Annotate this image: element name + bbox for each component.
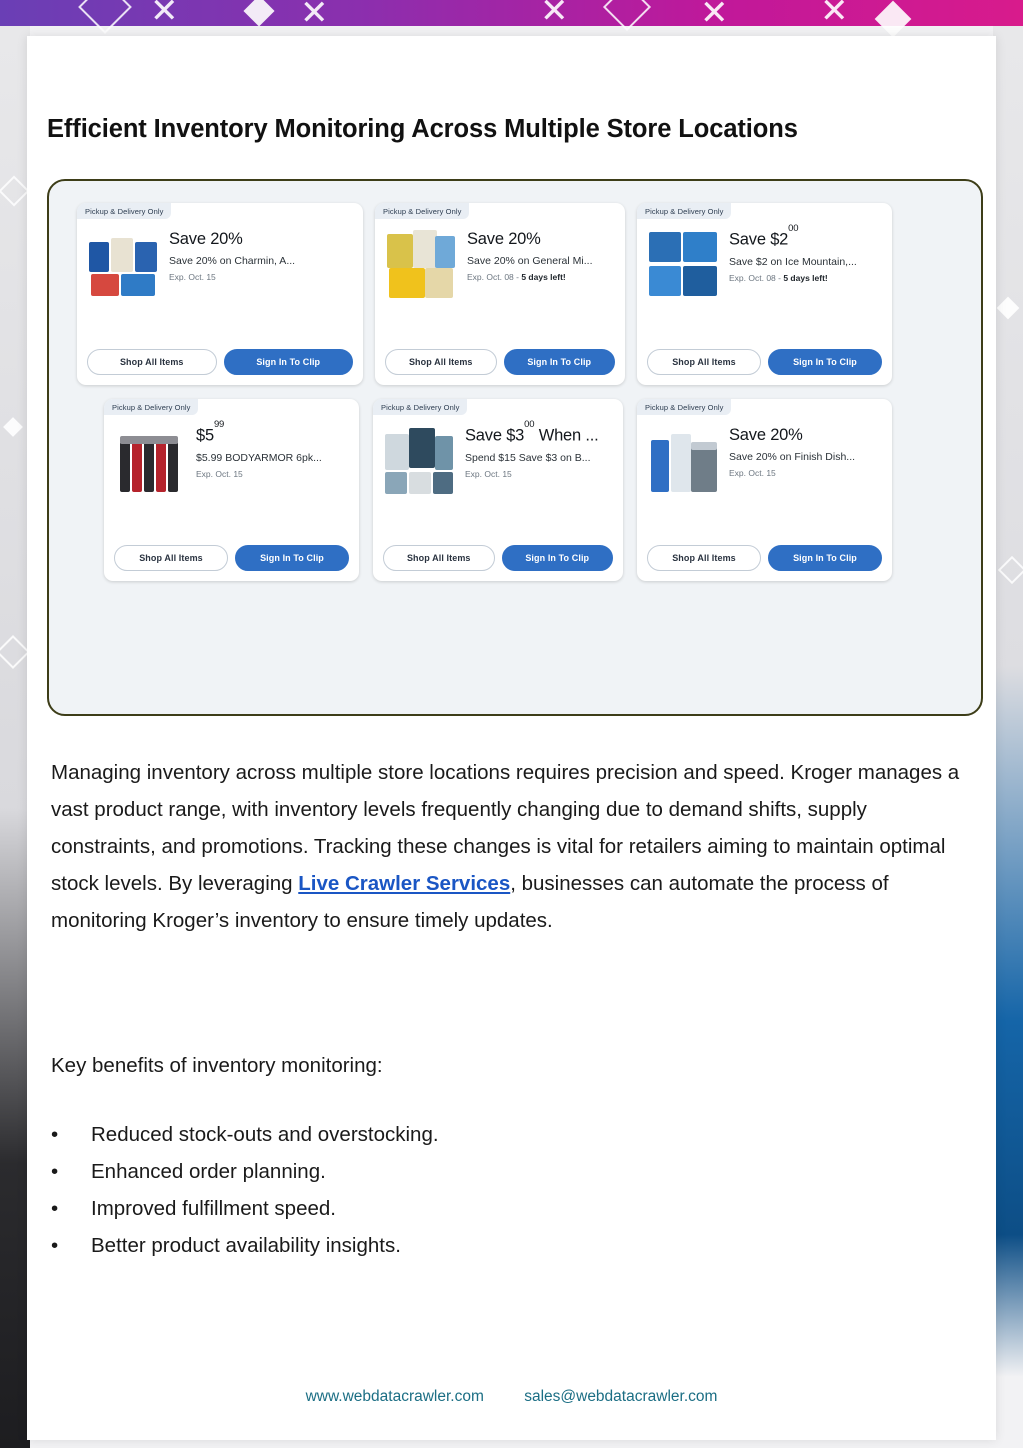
left-edge-strip bbox=[0, 26, 30, 1448]
decorative-x: ✕ bbox=[700, 0, 729, 32]
coupon-body bbox=[385, 228, 615, 300]
footer-email[interactable]: sales@webdatacrawler.com bbox=[524, 1388, 718, 1405]
product-thumbnail bbox=[87, 228, 159, 300]
coupon-expiry: Exp. Oct. 15 bbox=[169, 272, 216, 282]
coupon-actions bbox=[385, 349, 615, 375]
coupon-row bbox=[77, 203, 957, 385]
product-thumbnail bbox=[385, 228, 457, 300]
coupon-card[interactable] bbox=[373, 399, 623, 581]
pickup-delivery-badge: Pickup & Delivery Only bbox=[373, 399, 467, 415]
coupon-text bbox=[169, 228, 353, 300]
coupon-text bbox=[196, 419, 349, 496]
list-item-label: Reduced stock-outs and overstocking. bbox=[91, 1123, 439, 1146]
coupon-headline: $\$5^{99}$ bbox=[196, 419, 225, 445]
coupon-expiry: Exp. Oct. 15 bbox=[729, 468, 776, 478]
bullet-marker: • bbox=[51, 1123, 59, 1146]
coupon-actions bbox=[647, 349, 882, 375]
coupon-headline: Save $\$3^{00}$ When ... bbox=[465, 419, 599, 445]
list-item bbox=[51, 1116, 951, 1153]
coupon-body bbox=[87, 228, 353, 300]
product-thumbnail bbox=[383, 424, 455, 496]
shop-all-items-button[interactable]: Shop All Items bbox=[114, 545, 228, 571]
footer-website[interactable]: www.webdatacrawler.com bbox=[305, 1388, 484, 1405]
document-page bbox=[27, 36, 996, 1440]
list-item bbox=[51, 1227, 951, 1264]
coupon-text bbox=[467, 228, 615, 300]
sign-in-to-clip-button[interactable]: Sign In To Clip bbox=[224, 349, 354, 375]
bullet-marker: • bbox=[51, 1197, 59, 1220]
product-thumbnail bbox=[647, 424, 719, 496]
shop-all-items-button[interactable]: Shop All Items bbox=[647, 349, 761, 375]
pickup-delivery-badge: Pickup & Delivery Only bbox=[77, 203, 171, 219]
footer bbox=[27, 1388, 996, 1406]
pickup-delivery-badge: Pickup & Delivery Only bbox=[375, 203, 469, 219]
list-item-label: Enhanced order planning. bbox=[91, 1160, 326, 1183]
right-edge-strip bbox=[993, 26, 1023, 1448]
coupon-expiry: Exp. Oct. 15 bbox=[465, 468, 512, 479]
sign-in-to-clip-button[interactable]: Sign In To Clip bbox=[768, 349, 882, 375]
pickup-delivery-badge: Pickup & Delivery Only bbox=[637, 203, 731, 219]
coupon-body bbox=[383, 419, 613, 496]
coupon-headline: Save 20% bbox=[169, 230, 243, 248]
sign-in-to-clip-button[interactable]: Sign In To Clip bbox=[235, 545, 349, 571]
decorative-x: ✕ bbox=[300, 0, 329, 32]
pickup-delivery-badge: Pickup & Delivery Only bbox=[637, 399, 731, 415]
sign-in-to-clip-button[interactable]: Sign In To Clip bbox=[504, 349, 616, 375]
screenshot-panel bbox=[47, 179, 983, 716]
list-item-label: Better product availability insights. bbox=[91, 1234, 401, 1257]
coupon-actions bbox=[383, 545, 613, 571]
coupon-description: Save 20% on Finish Dish... bbox=[729, 451, 856, 463]
list-item bbox=[51, 1153, 951, 1190]
coupon-card[interactable] bbox=[637, 399, 892, 581]
decorative-x: ✕ bbox=[540, 0, 569, 30]
coupon-text bbox=[729, 223, 882, 300]
coupon-actions bbox=[87, 349, 353, 375]
coupon-actions bbox=[647, 545, 882, 571]
coupon-card[interactable] bbox=[77, 203, 363, 385]
coupon-description: Spend $15 Save $3 on B... bbox=[465, 451, 591, 464]
key-benefits-heading: Key benefits of inventory monitoring: bbox=[51, 1054, 383, 1077]
coupon-row bbox=[77, 399, 957, 581]
coupon-text bbox=[465, 419, 613, 496]
shop-all-items-button[interactable]: Shop All Items bbox=[383, 545, 495, 571]
coupon-body bbox=[647, 223, 882, 300]
bullet-marker: • bbox=[51, 1160, 59, 1183]
decorative-x: ✕ bbox=[150, 0, 179, 30]
coupon-expiry: Exp. Oct. 15 bbox=[196, 468, 243, 479]
shop-all-items-button[interactable]: Shop All Items bbox=[385, 349, 497, 375]
live-crawler-services-link[interactable]: Live Crawler Services bbox=[298, 872, 511, 895]
coupon-headline: Save 20% bbox=[729, 426, 803, 444]
sign-in-to-clip-button[interactable]: Sign In To Clip bbox=[502, 545, 614, 571]
coupon-grid bbox=[77, 203, 957, 595]
coupon-card[interactable] bbox=[637, 203, 892, 385]
sign-in-to-clip-button[interactable]: Sign In To Clip bbox=[768, 545, 882, 571]
bullet-marker: • bbox=[51, 1234, 59, 1257]
coupon-expiry: Exp. Oct. 08 - 5 days left! bbox=[729, 272, 828, 283]
decorative-x: ✕ bbox=[820, 0, 849, 30]
product-thumbnail bbox=[647, 228, 719, 300]
coupon-body bbox=[647, 424, 882, 496]
coupon-card[interactable] bbox=[375, 203, 625, 385]
page-title: Efficient Inventory Monitoring Across Multiple Store Locations bbox=[47, 115, 798, 144]
pickup-delivery-badge: Pickup & Delivery Only bbox=[104, 399, 198, 415]
coupon-card[interactable] bbox=[104, 399, 359, 581]
coupon-description: $5.99 BODYARMOR 6pk... bbox=[196, 451, 322, 464]
list-item-label: Improved fulfillment speed. bbox=[91, 1197, 336, 1220]
coupon-description: Save $2 on Ice Mountain,... bbox=[729, 255, 857, 268]
coupon-actions bbox=[114, 545, 349, 571]
coupon-description: Save 20% on General Mi... bbox=[467, 255, 593, 267]
paragraph-text-after-link: , businesses can automate the process of monitoring Kroger’s inventory to ensure timely updates. bbox=[51, 872, 889, 932]
list-item bbox=[51, 1190, 951, 1227]
coupon-body bbox=[114, 419, 349, 496]
body-paragraph bbox=[51, 754, 976, 939]
coupon-headline: Save 20% bbox=[467, 230, 541, 248]
paragraph-text-before-link: Managing inventory across multiple store locations requires precision and speed. Kroger manages a vast product range, with inventory levels frequently changing due to demand shifts, supply constraints, and promotions. Tracking these changes is vital for retailers aiming to maintain optimal stock levels. By leveraging bbox=[51, 761, 960, 895]
coupon-description: Save 20% on Charmin, A... bbox=[169, 255, 296, 267]
coupon-headline: Save $\$2^{00}$ bbox=[729, 223, 799, 249]
benefits-list bbox=[51, 1116, 951, 1264]
shop-all-items-button[interactable]: Shop All Items bbox=[647, 545, 761, 571]
coupon-text bbox=[729, 424, 882, 496]
product-thumbnail bbox=[114, 424, 186, 496]
coupon-expiry: Exp. Oct. 08 - 5 days left! bbox=[467, 272, 566, 282]
shop-all-items-button[interactable]: Shop All Items bbox=[87, 349, 217, 375]
